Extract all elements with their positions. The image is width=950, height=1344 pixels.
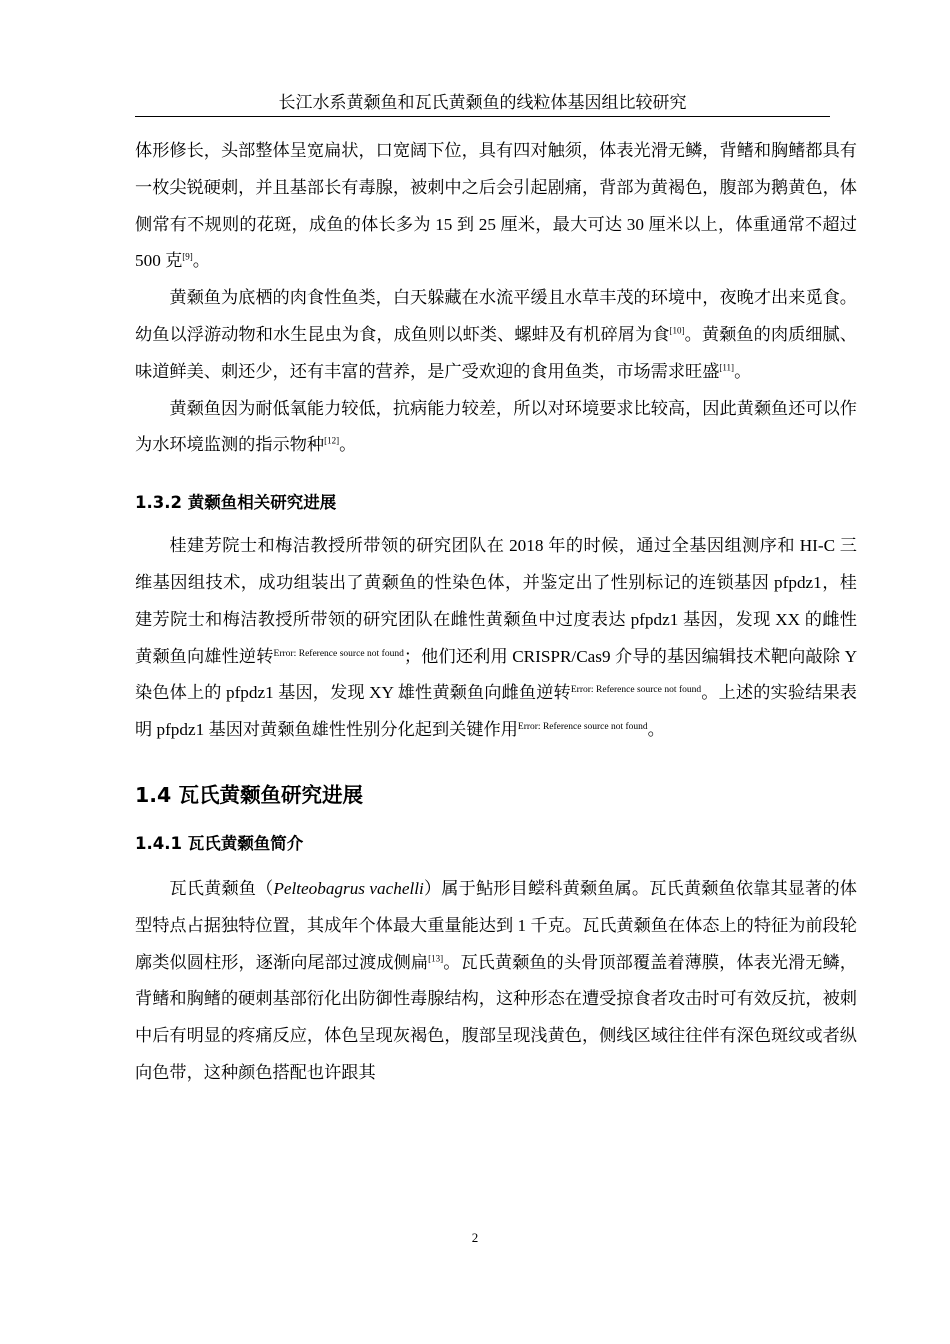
citation-link[interactable]: [9] (182, 251, 193, 262)
paragraph-indicator-species (135, 391, 857, 465)
paragraph-text: 。瓦氏黄颡鱼的头骨顶部覆盖着薄膜，体表光滑无鳞，背鳍和胸鳍的硬刺基部衍化出防御性毒腺结构，这种形态在遭受掠食者攻击时可有效反抗，被刺中后有明显的疼痛反应，体色呈现灰褐色，腹部呈现浅黄色，侧线区域往往伴有深色斑纹或者纵向色带，这种颜色搭配也许跟其 (135, 952, 857, 1082)
paragraph-text: 。上述的实验结果表明 pfpdz1 基因对黄颡鱼雄性性别分化起到关键作用 (135, 683, 857, 740)
paragraph-body-form (135, 133, 857, 280)
reference-error-note: Error: Reference source not found (517, 722, 648, 733)
species-latin-name: Pelteobagrus vachelli (273, 878, 424, 898)
citation-link[interactable]: [10] (669, 325, 685, 336)
paragraph-research-progress (135, 528, 857, 749)
paragraph-text: 瓦氏黄颡鱼（ (169, 878, 274, 898)
paragraph-end: 。 (734, 361, 752, 381)
paragraph-text: 。黄颡鱼的肉质细腻、味道鲜美、刺还少，还有丰富的营养，是广受欢迎的食用鱼类，市场需求旺盛 (135, 324, 857, 381)
citation-link[interactable]: [11] (719, 362, 735, 373)
section-heading-1-3-2: 1.3.2 黄颡鱼相关研究进展 (135, 493, 337, 513)
section-heading-1-4: 1.4 瓦氏黄颡鱼研究进展 (135, 782, 363, 807)
paragraph-end: 。 (647, 720, 665, 740)
paragraph-end: 。 (339, 435, 357, 455)
paragraph-habits (135, 280, 857, 390)
paragraph-text: ；他们还利用 CRISPR/Cas9 介导的基因编辑技术靶向敲除 Y 染色体上的 pfpdz1 基因，发现 XY 雄性黄颡鱼向雌鱼逆转 (135, 646, 857, 703)
header-rule (135, 116, 830, 117)
paragraph-text: 黄颡鱼为底栖的肉食性鱼类，白天躲藏在水流平缓且水草丰茂的环境中，夜晚才出来觅食。幼鱼以浮游动物和水生昆虫为食，成鱼则以虾类、螺蚌及有机碎屑为食 (135, 288, 857, 344)
citation-link[interactable]: [13] (428, 952, 444, 963)
paragraph-end: 。 (192, 251, 210, 271)
citation-link[interactable]: [12] (324, 435, 340, 446)
paragraph-vachelli-intro (135, 871, 857, 1092)
section-heading-1-4-1: 1.4.1 瓦氏黄颡鱼简介 (135, 833, 304, 853)
paragraph-text: 桂建芳院士和梅洁教授所带领的研究团队在 2018 年的时候，通过全基因组测序和 HI-C 三维基因组技术，成功组装出了黄颡鱼的性染色体，并鉴定出了性别标记的连锁基因 pfpdz1，桂建芳院士和梅洁教授所带领的研究团队在雌性黄颡鱼中过度表达 pfpdz1 基因，发现 XX 的雌性黄颡鱼向雄性逆转 (135, 536, 857, 666)
reference-error-note: Error: Reference source not found (570, 685, 702, 696)
page-number: 2 (471, 1230, 479, 1245)
paragraph-text: ）属于鲇形目鲿科黄颡鱼属。瓦氏黄颡鱼依靠其显著的体型特点占据独特位置，其成年个体最大重量能达到 1 千克。瓦氏黄颡鱼在体态上的特征为前段轮廓类似圆柱形，逐渐向尾部过渡成侧扁 (135, 878, 857, 972)
paragraph-text: 黄颡鱼因为耐低氧能力较低，抗病能力较差，所以对环境要求比较高，因此黄颡鱼还可以作为水环境监测的指示物种 (135, 398, 857, 455)
reference-error-note: Error: Reference source not found (273, 648, 404, 659)
page-body (135, 133, 857, 1092)
paragraph-text: 体形修长，头部整体呈宽扁状，口宽阔下位，具有四对触须，体表光滑无鳞，背鳍和胸鳍都具有一枚尖锐硬刺，并且基部长有毒腺，被刺中之后会引起剧痛，背部为黄褐色，腹部为鹅黄色，体侧常有不规则的花斑，成鱼的体长多为 15 到 25 厘米，最大可达 30 厘米以上，体重通常不超过 500 克 (135, 141, 857, 271)
running-header: 长江水系黄颡鱼和瓦氏黄颡鱼的线粒体基因组比较研究 (278, 93, 687, 112)
